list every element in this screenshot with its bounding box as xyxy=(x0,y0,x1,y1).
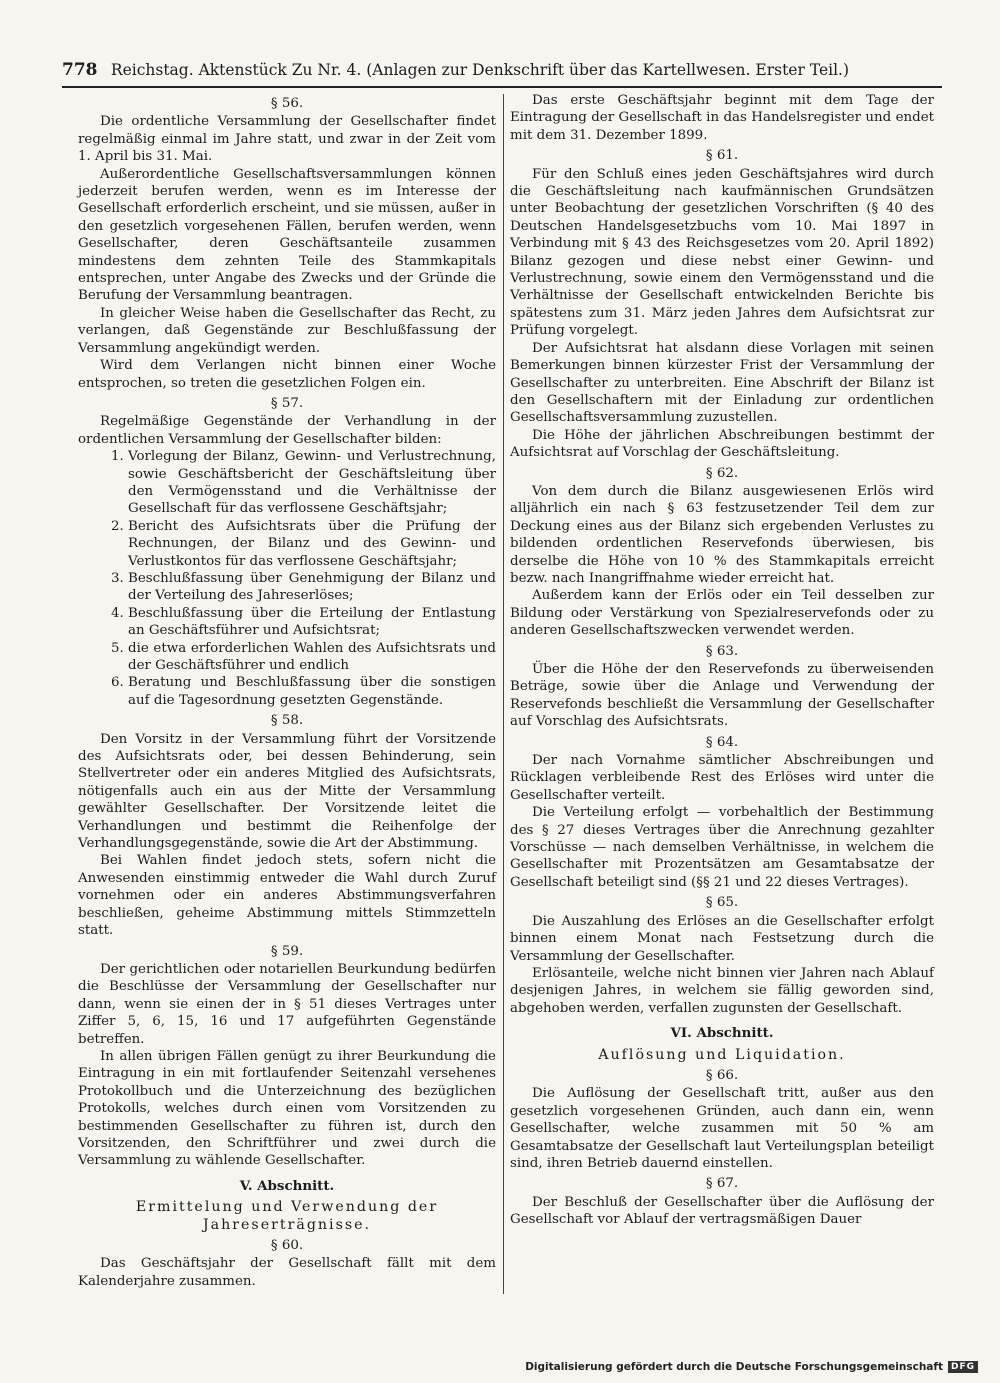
chapter-title: Auflösung und Liquidation. xyxy=(598,1046,846,1063)
paragraph: Die ordentliche Versammlung der Gesellschafter findet regelmäßig einmal im Jahre statt, und zwar in der Zeit vom 1. April bis 31. Mai. xyxy=(78,114,496,165)
paragraph: Den Vorsitz in der Versammlung führt der Vorsitzende des Aufsichtsrats oder, bei dessen Behinderung, sein Stellvertreter oder ein anderes Mitglied des Aufsichtsrats, nötigenfalls auch ein aus der Mitte der Versammlung gewählter Gesellschafter. Der Vorsitzende leitet die Verhandlungen und bestimmt die Reihenfolge der Verhandlungsgegenstände, sowie die Art der Abstimmung. xyxy=(78,731,496,852)
chapter-title: Ermittelung und Verwendung der Jahreserträgnisse. xyxy=(135,1199,439,1233)
section-heading-57: § 57. xyxy=(270,395,304,411)
page-header-title: Reichstag. Aktenstück Zu Nr. 4. (Anlagen zur Denkschrift über das Kartellwesen. Erster Teil.) xyxy=(110,61,850,79)
paragraph: Außerdem kann der Erlös oder ein Teil desselben zur Bildung oder Verstärkung von Spezialreservefonds oder zu anderen Gesellschaftszwecken verwendet werden. xyxy=(510,588,934,639)
chapter-number: VI. Abschnitt. xyxy=(670,1025,774,1042)
paragraph: Erlösanteile, welche nicht binnen vier Jahren nach Ablauf desjenigen Jahres, in welchem sie fällig geworden sind, abgehoben werden, verfallen zugunsten der Gesellschaft. xyxy=(510,965,934,1016)
section-heading-64: § 64. xyxy=(705,734,739,750)
paragraph: Der Beschluß der Gesellschafter über die Auflösung der Gesellschaft vor Ablauf der vertragsmäßigen Dauer xyxy=(510,1194,934,1228)
paragraph: Regelmäßige Gegenstände der Verhandlung in der ordentlichen Versammlung der Gesellschafter bilden: xyxy=(78,414,496,447)
paragraph: Bei Wahlen findet jedoch stets, sofern nicht die Anwesenden einstimmig entweder die Wahl durch Zuruf vornehmen oder ein anderes Abstimmungsverfahren beschließen, geheime Abstimmung mittels Stimmzetteln statt. xyxy=(78,853,496,939)
section-heading-62: § 62. xyxy=(705,465,739,481)
paragraph: Für den Schluß eines jeden Geschäftsjahres wird durch die Geschäftsleitung nach kaufmännischen Grundsätzen unter Beobachtung der gesetzlichen Vorschriften (§ 40 des Deutschen Handelsgesetzbuchs vom 10. Mai 1897 in Verbindung mit § 43 des Reichsgesetzes vom 20. April 1892) Bilanz gezogen und diese nebst einer Gewinn- und Verlustrechnung, sowie einem den Vermögensstand und die Verhältnisse der Gesellschaft entwickelnden Berichte bis spätestens zum 31. März jeden Jahres dem Aufsichtsrat zur Prüfung vorgelegt. xyxy=(510,166,934,339)
paragraph: In allen übrigen Fällen genügt zu ihrer Beurkundung die Eintragung in ein mit fortlaufender Seitenzahl versehenes Protokollbuch und die Unterzeichnung des bezüglichen Protokolls, welches durch einen vom Vorsitzenden zu bestimmenden Gesellschafter zu führen ist, durch den Vorsitzenden, den Schriftführer und zwei durch die Versammlung zu wählende Gesellschafter. xyxy=(78,1048,496,1169)
section-heading-66: § 66. xyxy=(705,1067,739,1083)
credit-text: Digitalisierung gefördert durch die Deutsche Forschungsgemeinschaft xyxy=(525,1361,943,1373)
column-divider xyxy=(503,94,504,1294)
left-column xyxy=(78,92,496,1290)
section-heading-56: § 56. xyxy=(270,96,304,111)
section-heading-67: § 67. xyxy=(705,1176,739,1192)
paragraph: Die Auszahlung des Erlöses an die Gesellschafter erfolgt binnen einem Monat nach Festsetzung durch die Versammlung der Gesellschafter. xyxy=(510,913,934,964)
paragraph: Über die Höhe der den Reservefonds zu überweisenden Beträge, sowie über die Anlage und Verwendung der Reservefonds beschließt die Versammlung der Gesellschafter auf Vorschlag des Aufsichtsrats. xyxy=(510,662,934,730)
paragraph: Der gerichtlichen oder notariellen Beurkundung bedürfen die Beschlüsse der Versammlung der Gesellschafter nur dann, wenn sie einen der in § 51 dieses Vertrages unter Ziffer 5, 6, 15, 16 und 17 aufgeführten Gegenstände betreffen. xyxy=(78,961,496,1047)
list-item: 1. Vorlegung der Bilanz, Gewinn- und Verlustrechnung, sowie Geschäftsbericht der Geschäftsleitung über den Vermögensstand und die Verhältnisse der Gesellschaft für das verflossene Geschäftsjahr; xyxy=(128,448,496,518)
paragraph: Von dem durch die Bilanz ausgewiesenen Erlös wird alljährlich ein nach § 63 festzusetzender Teil dem zur Deckung eines aus der Bilanz sich ergebenden Verlustes zu bildenden ordentlichen Reservefonds überwiesen, bis derselbe die Höhe von 10 % des Stammkapitals erreicht bezw. nach Inangriffnahme wieder erreicht hat. xyxy=(510,483,934,586)
section-heading-61: § 61. xyxy=(705,148,739,164)
section-heading-58: § 58. xyxy=(270,713,304,729)
page-number: 778 xyxy=(62,60,98,80)
section-heading-60: § 60. xyxy=(270,1238,304,1253)
list-item: 6. Beratung und Beschlußfassung über die sonstigen auf die Tagesordnung gesetzten Gegenstände. xyxy=(128,674,496,709)
digitization-credit xyxy=(525,1361,978,1373)
section-heading-65: § 65. xyxy=(705,895,739,911)
dfg-logo: DFG xyxy=(948,1361,978,1373)
paragraph: Der nach Vornahme sämtlicher Abschreibungen und Rücklagen verbleibende Rest des Erlöses wird unter die Gesellschafter verteilt. xyxy=(510,753,934,803)
paragraph: Die Verteilung erfolgt — vorbehaltlich der Bestimmung des § 27 dieses Vertrages über die Anrechnung gezahlter Vorschüsse — nach demselben Verhältnisse, in welchem die Gesellschafter mit Prozentsätzen am Gesamtabsatze der Gesellschaft beteiligt sind (§§ 21 und 22 dieses Vertrages). xyxy=(510,805,934,890)
list-item: 3. Beschlußfassung über Genehmigung der Bilanz und der Verteilung des Jahreserlöses; xyxy=(128,570,496,605)
paragraph: Die Höhe der jährlichen Abschreibungen bestimmt der Aufsichtsrat auf Vorschlag der Geschäftsleitung. xyxy=(510,427,934,461)
paragraph: Außerordentliche Gesellschaftsversammlungen können jederzeit berufen werden, wenn es im Interesse der Gesellschaft erforderlich erscheint, und sie müssen, außer in den gesetzlich vorgesehenen Fällen, berufen werden, wenn Gesellschafter, deren Geschäftsanteile zusammen mindestens dem zehnten Teile des Stammkapitals entsprechen, unter Angabe des Zwecks und der Gründe die Berufung der Versammlung beantragen. xyxy=(78,166,496,304)
paragraph: Das Geschäftsjahr der Gesellschaft fällt mit dem Kalenderjahre zusammen. xyxy=(78,1256,496,1289)
list-item: 5. die etwa erforderlichen Wahlen des Aufsichtsrats und der Geschäftsführer und endlich xyxy=(128,640,496,675)
paragraph: In gleicher Weise haben die Gesellschafter das Recht, zu verlangen, daß Gegenstände zur Beschlußfassung der Versammlung angekündigt werden. xyxy=(78,305,496,356)
agenda-list xyxy=(78,448,496,709)
paragraph: Das erste Geschäftsjahr beginnt mit dem Tage der Eintragung der Gesellschaft in das Handelsregister und endet mit dem 31. Dezember 1899. xyxy=(510,93,934,143)
list-item: 2. Bericht des Aufsichtsrats über die Prüfung der Rechnungen, der Bilanz und des Gewinn- und Verlustkontos für das verflossene Geschäftsjahr; xyxy=(128,518,496,570)
section-heading-59: § 59. xyxy=(270,943,304,959)
paragraph: Wird dem Verlangen nicht binnen einer Woche entsprochen, so treten die gesetzlichen Folgen ein. xyxy=(78,358,496,391)
section-heading-63: § 63. xyxy=(705,643,739,659)
paragraph: Die Auflösung der Gesellschaft tritt, außer aus den gesetzlich vorgesehenen Gründen, auch dann ein, wenn Gesellschafter, welche zusammen mit 50 % am Gesamtabsatze der Gesellschaft laut Verteilungsplan beteiligt sind, ihren Betrieb dauernd einstellen. xyxy=(510,1086,934,1171)
paragraph: Der Aufsichtsrat hat alsdann diese Vorlagen mit seinen Bemerkungen binnen kürzester Frist der Versammlung der Gesellschafter zu unterbreiten. Eine Abschrift der Bilanz ist den Gesellschaftern mit der Einladung zur ordentlichen Gesellschaftsversammlung zuzustellen. xyxy=(510,340,934,426)
list-item: 4. Beschlußfassung über die Erteilung der Entlastung an Geschäftsführer und Aufsichtsrat; xyxy=(128,605,496,640)
page-header xyxy=(62,58,942,88)
chapter-number: V. Abschnitt. xyxy=(239,1177,335,1194)
right-column xyxy=(510,92,934,1229)
